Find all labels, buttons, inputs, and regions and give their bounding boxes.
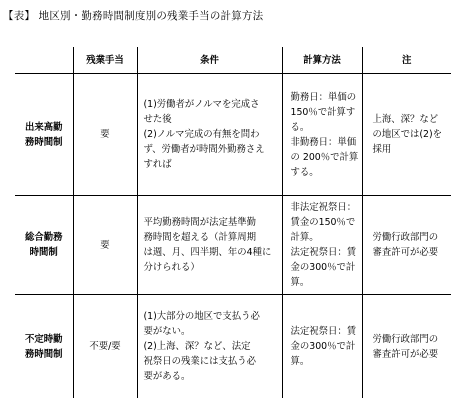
note-line: 上海、深？など (372, 114, 439, 125)
condition-line: 要がある。 (143, 371, 191, 382)
row-header-line: 出来高勤 (24, 121, 63, 133)
row-header-line: 務時間制 (24, 348, 63, 360)
calculation-line: 算。 (290, 356, 310, 367)
calculation-line: する。 (290, 166, 319, 178)
note-line: 労働行政部門の (372, 232, 439, 243)
calculation-line: 金の300％で計 (290, 262, 356, 273)
calculation-line: 算。 (290, 277, 310, 288)
calculation-line: 150％で計算す (290, 106, 356, 118)
row-header (15, 196, 73, 295)
col-header-overtime: 残業手当 (73, 47, 137, 74)
overtime-required: 不要/要 (73, 295, 137, 399)
calculation-line: 法定祝祭日：賃 (290, 326, 357, 337)
overtime-required: 要 (73, 196, 137, 295)
table-title: 【表】 地区別・勤務時間制度別の残業手当の計算方法 (3, 10, 264, 22)
calculation-line: 法定祝祭日：賃 (290, 247, 357, 258)
row-header-line: 時間制 (29, 247, 58, 258)
condition-line: 祝祭日の残業には支払う必 (143, 356, 257, 367)
note-cell (362, 295, 451, 399)
condition-line: は週、月、四半期、年の4種に (143, 247, 272, 258)
note-cell (362, 196, 451, 295)
row-header (15, 295, 73, 399)
calculation-cell (282, 74, 362, 196)
calculation-line: 非法定祝祭日： (290, 202, 357, 213)
col-header-note: 注 (362, 47, 451, 74)
table-row (15, 196, 451, 295)
calculation-line: 計算。 (290, 232, 319, 243)
condition-line: すれば (143, 159, 172, 170)
calculation-line: の 200％で計算 (290, 151, 359, 163)
note-line: 審査許可が必要 (372, 348, 439, 360)
row-header-line: 総合勤務 (24, 232, 63, 243)
row-header-line: 務時間制 (24, 136, 63, 148)
condition-line: せた後 (143, 114, 172, 125)
calculation-line: る。 (290, 121, 310, 133)
condition-cell (137, 74, 282, 196)
row-header-line: 不定時勤 (24, 333, 63, 345)
condition-line: 分けられる） (143, 262, 200, 273)
row-header (15, 74, 73, 196)
condition-line: (1)労働者がノルマを完成さ (143, 99, 260, 110)
calculation-line: 非勤務日：単価 (290, 136, 357, 148)
condition-line: 要がない。 (143, 326, 191, 337)
overtime-table (15, 47, 451, 398)
condition-line: 平均勤務時間が法定基準勤 (143, 217, 257, 228)
note-line: の地区では(2)を (372, 129, 443, 140)
calculation-line: 勤務日：単価の (290, 91, 357, 103)
note-cell (362, 74, 451, 196)
calculation-cell (282, 295, 362, 399)
note-line: 労働行政部門の (372, 333, 439, 345)
condition-line: (1)大部分の地区で支払う必 (143, 311, 260, 322)
corner-cell (15, 47, 73, 74)
overtime-required: 要 (73, 74, 137, 196)
calculation-line: 金の300％で計 (290, 341, 356, 352)
note-line: 審査許可が必要 (372, 247, 439, 258)
condition-cell (137, 295, 282, 399)
condition-cell (137, 196, 282, 295)
calculation-line: 賃金の150％で (290, 217, 356, 228)
condition-line: ず、労働者が時間外勤務さえ (143, 144, 265, 155)
col-header-conditions: 条件 (137, 47, 282, 74)
condition-line: (2)ノルマ完成の有無を問わ (143, 129, 260, 140)
table-row (15, 74, 451, 196)
condition-line: 務時間を超える（計算周期 (143, 232, 257, 243)
note-line: 採用 (372, 144, 392, 155)
condition-line: (2)上海、深？など、法定 (143, 341, 251, 352)
col-header-calculation: 計算方法 (282, 47, 362, 74)
header-row (15, 47, 451, 74)
calculation-cell (282, 196, 362, 295)
table-row (15, 295, 451, 399)
